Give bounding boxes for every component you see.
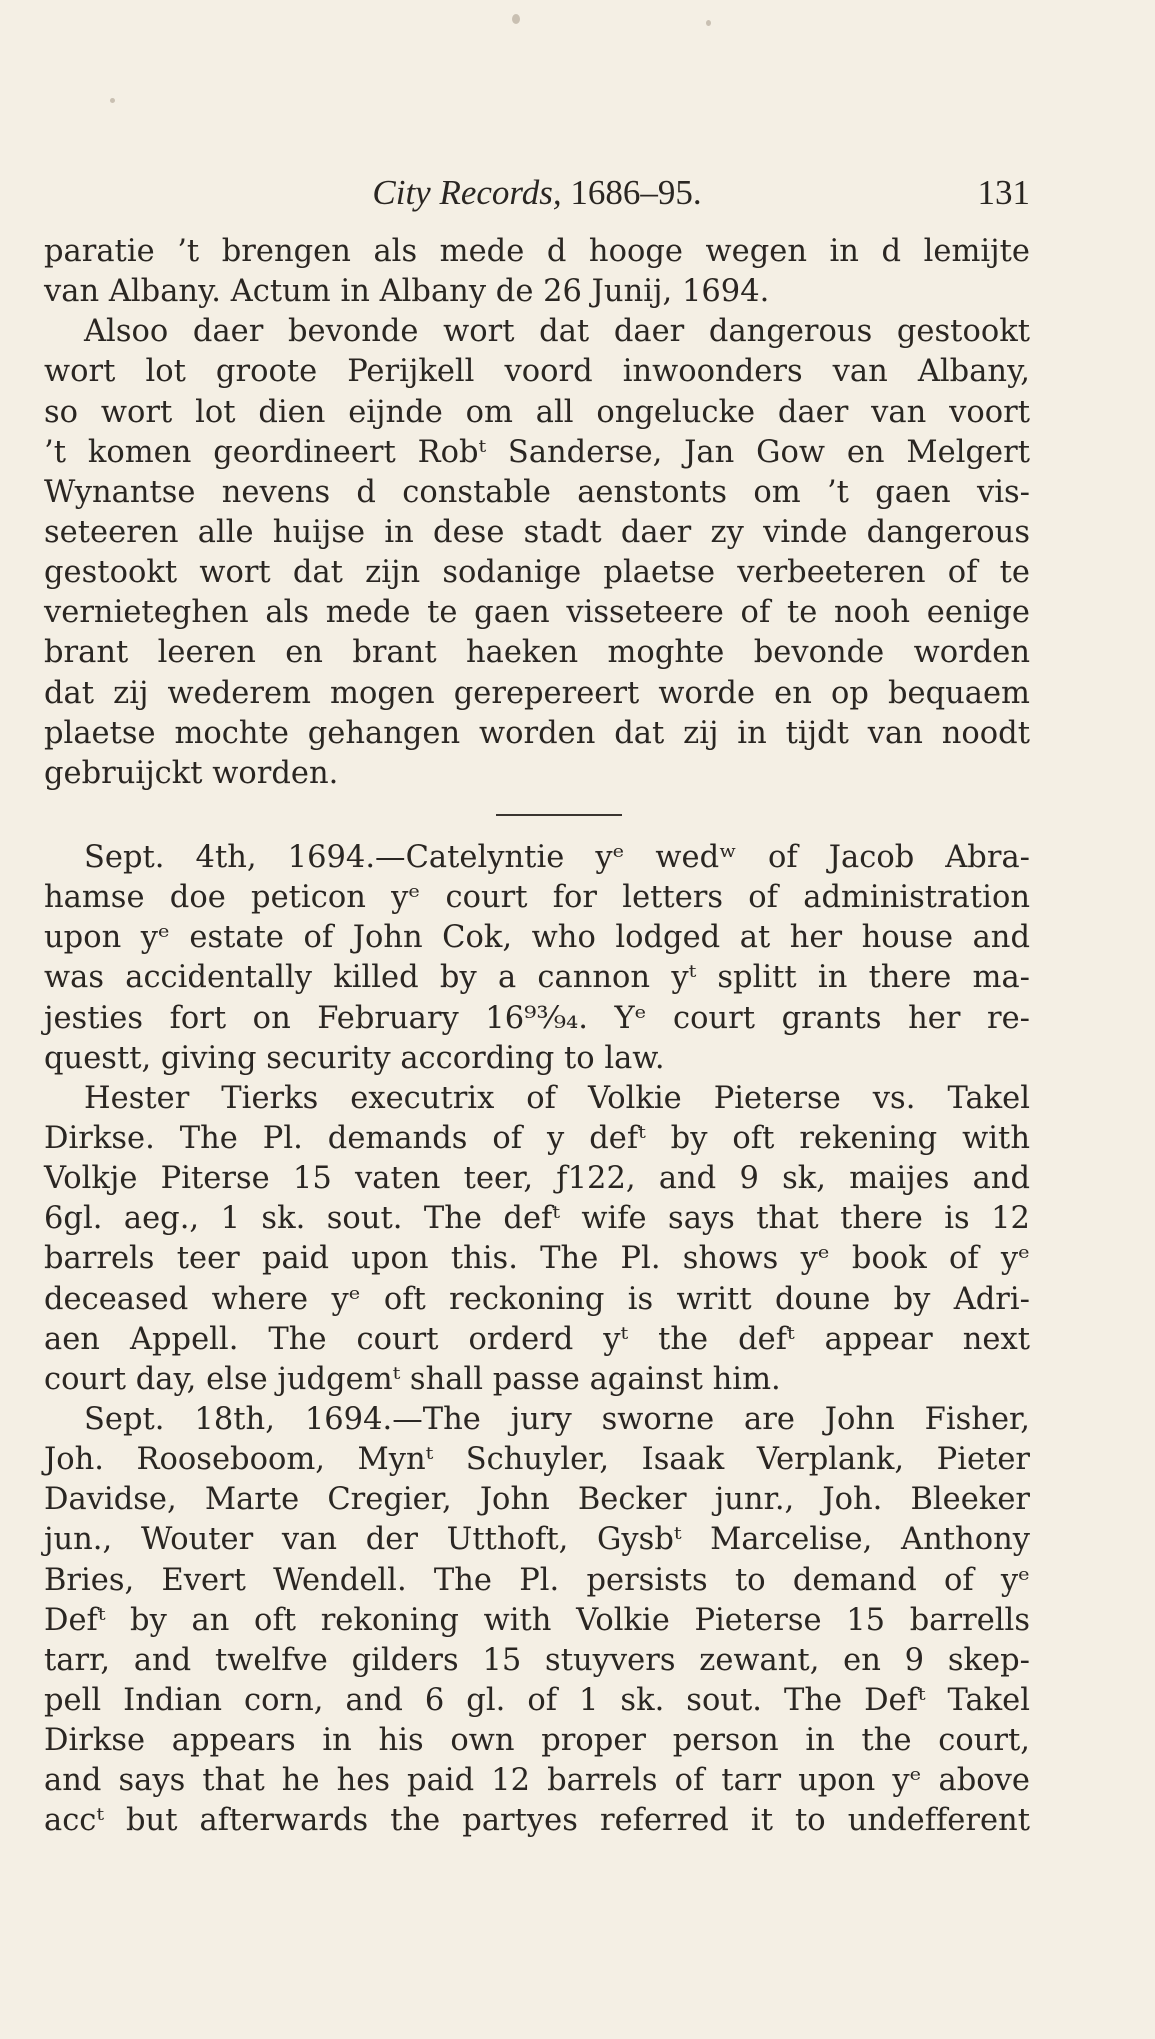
paragraph-continuation: [44, 232, 1030, 312]
text-line: so wort lot dien eijnde om all ongelucke daer van voort: [44, 394, 1030, 430]
text-line: Alsoo daer bevonde wort dat daer dangerous gestookt: [84, 314, 1030, 350]
running-title-italic: City Records,: [372, 173, 562, 212]
text-line: Hester Tierks executrix of Volkie Pieterse vs. Takel: [84, 1080, 1030, 1116]
paper-speck: [706, 20, 711, 26]
text-line: Dirkse appears in his own proper person in the court,: [44, 1723, 1030, 1759]
text-line: ’t komen geordineert Robᵗ Sanderse, Jan Gow en Melgert: [44, 434, 1030, 470]
text-line: barrels teer paid upon this. The Pl. shows yᵉ book of yᵉ: [44, 1241, 1030, 1277]
text-line: Wynantse nevens d constable aenstonts om ’t gaen vis-: [44, 474, 1030, 510]
text-line: jun., Wouter van der Utthoft, Gysbᵗ Marcelise, Anthony: [44, 1522, 1030, 1558]
text-line: Bries, Evert Wendell. The Pl. persists to demand of yᵉ: [44, 1562, 1030, 1598]
section-divider: [44, 794, 1030, 838]
text-line: dat zij wederem mogen gerepereert worde en op bequaem: [44, 675, 1030, 711]
text-line: vernieteghen als mede te gaen visseteere of te nooh eenige: [44, 595, 1030, 631]
text-line: accᵗ but afterwards the partyes referred it to undefferent: [44, 1803, 1030, 1839]
text-line: gestookt wort dat zijn sodanige plaetse verbeeteren of te: [44, 555, 1030, 591]
paragraph-sept-18: [44, 1400, 1030, 1842]
text-line: Sept. 4th, 1694.—Catelyntie yᵉ wedʷ of Jacob Abra-: [84, 839, 1030, 875]
text-line: Joh. Rooseboom, Mynᵗ Schuyler, Isaak Verplank, Pieter: [44, 1442, 1030, 1478]
paper-speck: [110, 98, 115, 103]
text-line: hamse doe peticon yᵉ court for letters of administration: [44, 880, 1030, 916]
text-line: and says that he hes paid 12 barrels of tarr upon yᵉ above: [44, 1763, 1030, 1799]
text-line: deceased where yᵉ oft reckoning is writt doune by Adri-: [44, 1281, 1030, 1317]
text-line: Volkje Piterse 15 vaten teer, ƒ122, and 9 sk, maijes and: [44, 1161, 1030, 1197]
paragraph-sept-4: [44, 838, 1030, 1079]
text-line: paratie ’t brengen als mede d hooge wegen in d lemijte: [44, 234, 1030, 269]
running-title: [44, 172, 1030, 214]
text-line: questt, giving security according to law.: [44, 1040, 665, 1076]
text-line: tarr, and twelfve gilders 15 stuyvers zewant, en 9 skep-: [44, 1642, 1030, 1678]
text-line: seteeren alle huijse in dese stadt daer zy vinde dangerous: [44, 514, 1030, 550]
text-line: court day, else judgemᵗ shall passe against him.: [44, 1361, 781, 1397]
text-line: Defᵗ by an oft rekoning with Volkie Pieterse 15 barrells: [44, 1602, 1030, 1638]
text-line: Dirkse. The Pl. demands of y defᵗ by oft rekening with: [44, 1120, 1030, 1156]
text-line: 6gl. aeg., 1 sk. sout. The defᵗ wife says that there is 12: [44, 1201, 1030, 1237]
text-line: Davidse, Marte Cregier, John Becker junr., Joh. Bleeker: [44, 1482, 1030, 1518]
text-line: aen Appell. The court orderd yᵗ the defᵗ appear next: [44, 1321, 1030, 1357]
text-line: upon yᵉ estate of John Cok, who lodged at her house and: [44, 920, 1030, 956]
page-number: 131: [977, 173, 1030, 212]
paragraph-fire-inspection: [44, 312, 1030, 794]
body-text: [44, 232, 1030, 1841]
text-line: jesties fort on February 16⁹³⁄₉₄. Yᵉ court grants her re-: [44, 1000, 1030, 1036]
text-line: was accidentally killed by a cannon yᵗ splitt in there ma-: [44, 960, 1030, 996]
paper-speck: [512, 14, 520, 24]
text-line: van Albany. Actum in Albany de 26 Junij, 1694.: [44, 274, 770, 310]
text-line: brant leeren en brant haeken moghte bevonde worden: [44, 635, 1030, 671]
text-line: wort lot groote Perijkell voord inwoonders van Albany,: [44, 354, 1030, 390]
running-head: [44, 172, 1030, 214]
text-line: gebruijckt worden.: [44, 755, 339, 791]
text-line: pell Indian corn, and 6 gl. of 1 sk. sout. The Defᵗ Takel: [44, 1682, 1030, 1718]
running-title-years: 1686–95.: [561, 173, 702, 212]
text-line: plaetse mochte gehangen worden dat zij in tijdt van noodt: [44, 715, 1030, 751]
text-line: Sept. 18th, 1694.—The jury sworne are John Fisher,: [84, 1401, 1030, 1437]
paragraph-tierks-vs-dirkse: [44, 1079, 1030, 1400]
